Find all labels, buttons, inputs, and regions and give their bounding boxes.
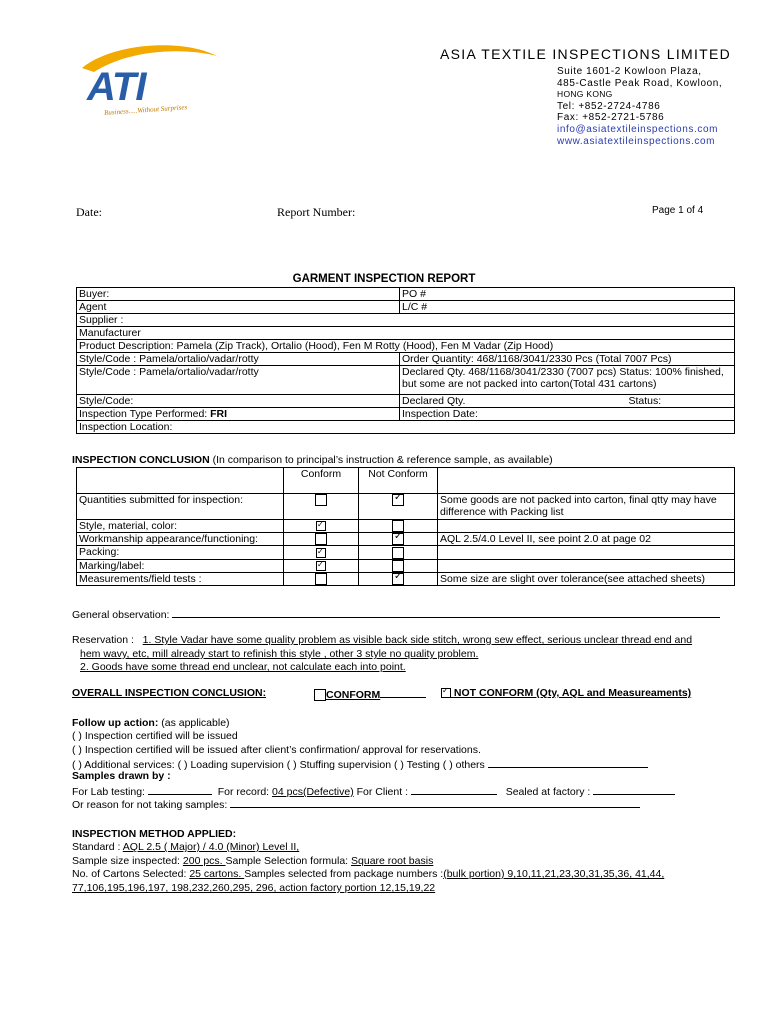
reservation-line-1 [72,634,692,646]
not-conform-checkbox[interactable] [392,533,404,545]
general-observation-label: General observation: [72,609,170,621]
tel: Tel: +852-2724-4786 [557,100,661,112]
sealed-label: Sealed at factory : [505,786,591,798]
conform-checkbox[interactable] [315,533,327,545]
not-conform-cell [359,533,438,546]
conform-checkbox[interactable] [315,573,327,585]
not-conform-cell [359,572,438,585]
not-conform-checkbox[interactable] [392,560,404,572]
declared-qty-label: Declared Qty. [402,395,466,407]
additional-services-text: ( ) Additional services: ( ) Loading supervision ( ) Stuffing supervision ( ) Testing ( ) others [72,759,485,771]
overall-not-conform [441,687,691,699]
lab-testing-label: For Lab testing: [72,786,145,798]
fax: Fax: +852-2721-5786 [557,112,665,124]
lc-cell: L/C # [400,301,735,314]
buyer-cell: Buyer: [77,288,400,301]
reservation-item-1: 1. Style Vadar have some quality problem as visible back side stitch, wrong sew effect, serious unclear thread end and [142,634,693,646]
method-packages-continued: 77,106,195,196,197, 198,232,260,295, 296, action factory portion 12,15,19,22 [72,882,436,894]
row-label: Packing: [77,546,284,559]
method-cartons [72,868,664,880]
row-label: Measurements/field tests : [77,572,284,585]
follow-up-label: Follow up action: [72,717,159,729]
row-label: Quantities submitted for inspection: [77,494,284,520]
not-conform-checkbox[interactable] [392,520,404,532]
overall-conform-label: CONFORM [326,689,381,701]
product-description-cell: Product Description: Pamela (Zip Track), Ortalio (Hood), Fen M Rotty (Hood), Fen M Vadar (Zip Hood) [77,340,735,353]
overall-conclusion-label: OVERALL INSPECTION CONCLUSION: [72,687,267,699]
report-title: GARMENT INSPECTION REPORT [292,273,476,285]
company-name: ASIA TEXTILE INSPECTIONS LIMITED [440,46,732,62]
sealed-line [593,784,675,795]
col-not-conform: Not Conform [359,468,438,494]
cartons-label: No. of Cartons Selected: [72,868,190,880]
date-label: Date: [76,205,102,219]
not-conform-checkbox[interactable] [392,573,404,585]
overall-not-conform-checkbox[interactable] [441,688,451,698]
row-label: Workmanship appearance/functioning: [77,533,284,546]
client-line [411,784,497,795]
company-address [557,66,722,147]
conform-checkbox[interactable] [315,494,327,506]
row-label: Marking/label: [77,559,284,572]
row-label: Style, material, color: [77,520,284,533]
reservation-line-2: hem wavy, etc, mill already start to refinish this style , other 3 style no quality problem. [80,648,479,660]
inspection-date-cell: Inspection Date: [400,408,735,421]
row-remark [438,520,735,533]
ati-logo [72,38,222,123]
general-observation-line [172,607,720,618]
follow-up-heading [72,717,230,729]
declared-qty-cell: Declared Qty. 468/1168/3041/2330 (7007 pcs) Status: 100% finished, but some are not packed into carton(Total 431 cartons) [400,366,735,395]
not-conform-cell [359,546,438,559]
style-code-cell: Style/Code : Pamela/ortalio/vadar/rotty [77,353,400,366]
method-sample-size [72,855,433,867]
inspection-type-cell [77,408,400,421]
address-line: Suite 1601-2 Kowloon Plaza, [557,66,702,77]
row-remark [438,546,735,559]
header-blank [77,468,284,494]
conform-cell [284,572,359,585]
logo-tagline: Business.....Without Surprises [103,103,188,117]
follow-up-option-1: ( ) Inspection certified will be issued [72,730,238,742]
formula-value: Square root basis [351,855,434,867]
general-observation [72,607,720,621]
row-remark [438,559,735,572]
reason-blank [230,797,640,808]
method-standard [72,841,299,853]
cartons-value: 25 cartons. [189,868,245,880]
record-label: For record: [217,786,270,798]
packages-label: Samples selected from package numbers : [244,868,444,880]
overall-conform [314,687,426,701]
formula-label: Sample Selection formula: [225,855,352,867]
conform-cell [284,533,359,546]
samples-label: Samples drawn by : [72,770,171,782]
row-remark: AQL 2.5/4.0 Level II, see point 2.0 at page 02 [438,533,735,546]
style-code-cell: Style/Code : Pamela/ortalio/vadar/rotty [77,366,400,395]
conform-checkbox[interactable] [316,548,326,558]
inspection-type-value: FRI [210,408,228,420]
inspection-type-label: Inspection Type Performed: [79,408,211,420]
email-link[interactable]: info@asiatextileinspections.com [557,123,719,135]
samples-line [72,784,675,798]
overall-not-conform-label: NOT CONFORM (Qty, AQL and Measureaments) [453,687,692,699]
address-line: 485-Castle Peak Road, Kowloon, [557,77,723,89]
sample-size-label: Sample size inspected: [72,855,183,867]
row-remark: Some size are slight over tolerance(see attached sheets) [438,572,735,585]
conform-cell [284,559,359,572]
others-line [488,757,648,768]
po-cell: PO # [400,288,735,301]
agent-cell: Agent [77,301,400,314]
inspection-location-cell: Inspection Location: [77,421,735,434]
order-quantity-cell: Order Quantity: 468/1168/3041/2330 Pcs (Total 7007 Pcs) [400,353,735,366]
info-table [76,287,735,434]
manufacturer-cell: Manufacturer [77,327,735,340]
standard-label: Standard : [72,841,123,853]
overall-conform-checkbox[interactable] [314,689,326,701]
reservation-label: Reservation : [72,634,134,646]
packages-value: (bulk portion) 9,10,11,21,23,30,31,35,36, 41,44, [443,868,665,880]
conform-cell [284,494,359,520]
status-label: Status: [628,395,662,407]
lab-testing-line [148,784,212,795]
follow-up-option-2: ( ) Inspection certified will be issued after client’s confirmation/ approval for reservations. [72,744,481,756]
reservation-line-3: 2. Goods have some thread end unclear, not calculate each into point. [80,661,406,673]
not-conform-checkbox[interactable] [392,494,404,506]
follow-up-note: (as applicable) [158,717,230,729]
row-remark: Some goods are not packed into carton, final qtty may have difference with Packing list [438,494,735,520]
sample-size-value: 200 pcs. [182,855,226,867]
col-conform: Conform [284,468,359,494]
supplier-cell: Supplier : [77,314,735,327]
style-code-cell: Style/Code: [77,395,400,408]
address-line: HONG KONG [557,89,613,100]
method-heading: INSPECTION METHOD APPLIED: [72,828,237,840]
report-number-label: Report Number: [277,205,356,219]
overall-conform-line [380,687,426,698]
conform-cell [284,546,359,559]
standard-value: AQL 2.5 ( Major) / 4.0 (Minor) Level II, [122,841,300,853]
header-remark [438,468,735,494]
reason-line [72,797,640,811]
not-conform-checkbox[interactable] [392,547,404,559]
record-value: 04 pcs(Defective) [272,786,354,798]
conform-checkbox[interactable] [316,521,326,531]
conform-cell [284,520,359,533]
conclusion-heading [72,454,553,466]
conclusion-note: (In comparison to principal’s instruction & reference sample, as available) [209,454,553,466]
not-conform-cell [359,494,438,520]
follow-up-option-3 [72,757,648,771]
reason-label: Or reason for not taking samples: [72,799,228,811]
page-number: Page 1 of 4 [652,205,704,216]
conclusion-table [76,467,735,586]
conclusion-title: INSPECTION CONCLUSION [72,454,210,466]
conform-checkbox[interactable] [316,561,326,571]
declared-status-cell [400,395,735,408]
client-label: For Client : [356,786,408,798]
website-link[interactable]: www.asiatextileinspections.com [557,135,716,147]
logo-letters: ATI [87,65,146,109]
